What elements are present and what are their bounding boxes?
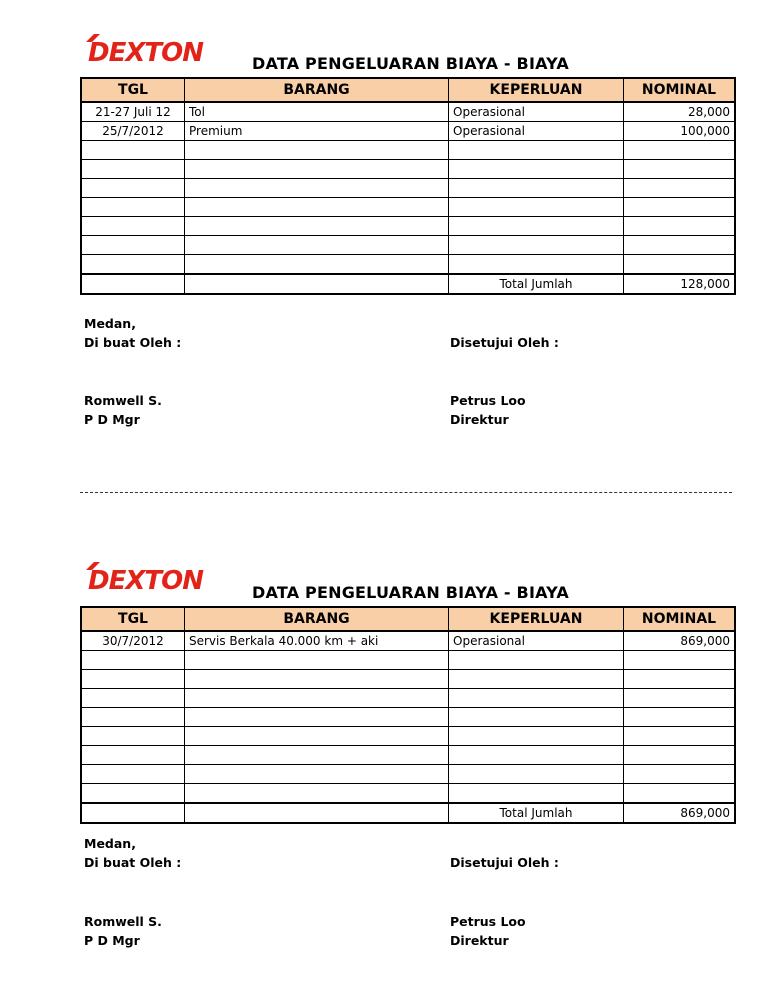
cell-nominal — [624, 784, 736, 804]
cell-nominal — [624, 179, 736, 198]
cell-nominal — [624, 141, 736, 160]
table-row — [81, 160, 735, 179]
table-row — [81, 236, 735, 255]
cell-barang — [185, 689, 449, 708]
cell-tgl — [81, 708, 185, 727]
cell-empty — [185, 274, 449, 294]
approver-title: Direktur — [450, 933, 509, 948]
cell-tgl — [81, 160, 185, 179]
svg-text:DEXTON: DEXTON — [88, 566, 203, 596]
cell-empty — [81, 803, 185, 823]
cell-tgl — [81, 784, 185, 804]
approver-name: Petrus Loo — [450, 914, 526, 929]
cell-barang — [185, 160, 449, 179]
table-row — [81, 708, 735, 727]
made-by-label: Di buat Oleh : — [84, 855, 182, 870]
table-row — [81, 255, 735, 275]
cut-line-divider — [80, 492, 732, 493]
cell-nominal — [624, 198, 736, 217]
cell-keperluan — [449, 160, 624, 179]
cell-keperluan — [449, 784, 624, 804]
cell-barang — [185, 255, 449, 275]
table-row — [81, 179, 735, 198]
table-row — [81, 102, 735, 122]
cell-tgl: 30/7/2012 — [81, 631, 185, 651]
cell-keperluan: Operasional — [449, 631, 624, 651]
table-row — [81, 651, 735, 670]
cell-nominal — [624, 236, 736, 255]
header-nominal: NOMINAL — [624, 607, 736, 631]
cell-barang — [185, 670, 449, 689]
cell-barang — [185, 179, 449, 198]
svg-text:DEXTON: DEXTON — [88, 38, 203, 68]
cell-barang — [185, 784, 449, 804]
cell-tgl — [81, 236, 185, 255]
cell-keperluan — [449, 765, 624, 784]
header-barang: BARANG — [185, 78, 449, 102]
cell-tgl — [81, 746, 185, 765]
total-value: 869,000 — [624, 803, 736, 823]
cell-nominal — [624, 670, 736, 689]
made-by-label: Di buat Oleh : — [84, 335, 182, 350]
header-tgl: TGL — [81, 607, 185, 631]
cell-empty — [185, 803, 449, 823]
cell-nominal: 100,000 — [624, 122, 736, 141]
table-row — [81, 765, 735, 784]
cell-keperluan — [449, 651, 624, 670]
cell-barang: Tol — [185, 102, 449, 122]
cell-nominal — [624, 746, 736, 765]
total-row — [81, 274, 735, 294]
cell-nominal: 869,000 — [624, 631, 736, 651]
dexton-logo — [84, 558, 208, 598]
cell-keperluan — [449, 198, 624, 217]
cell-nominal — [624, 689, 736, 708]
maker-title: P D Mgr — [84, 933, 140, 948]
table-row — [81, 217, 735, 236]
form-title: DATA PENGELUARAN BIAYA - BIAYA — [252, 583, 569, 602]
cell-tgl — [81, 217, 185, 236]
cell-barang — [185, 651, 449, 670]
cell-empty — [81, 274, 185, 294]
cell-barang — [185, 217, 449, 236]
approver-title: Direktur — [450, 412, 509, 427]
cell-nominal — [624, 217, 736, 236]
total-label: Total Jumlah — [449, 803, 624, 823]
table-header-row — [81, 78, 735, 102]
total-value: 128,000 — [624, 274, 736, 294]
cell-tgl — [81, 765, 185, 784]
approved-by-label: Disetujui Oleh : — [450, 855, 559, 870]
total-label: Total Jumlah — [449, 274, 624, 294]
cell-barang — [185, 708, 449, 727]
cell-keperluan: Operasional — [449, 122, 624, 141]
cell-nominal — [624, 160, 736, 179]
table-row — [81, 198, 735, 217]
cell-keperluan: Operasional — [449, 102, 624, 122]
approved-by-label: Disetujui Oleh : — [450, 335, 559, 350]
cell-keperluan — [449, 141, 624, 160]
cell-tgl — [81, 651, 185, 670]
cell-tgl: 25/7/2012 — [81, 122, 185, 141]
cell-keperluan — [449, 746, 624, 765]
dexton-logo — [84, 30, 208, 70]
cell-nominal — [624, 708, 736, 727]
cell-barang — [185, 727, 449, 746]
table-header-row — [81, 607, 735, 631]
table-row — [81, 746, 735, 765]
cell-nominal: 28,000 — [624, 102, 736, 122]
maker-name: Romwell S. — [84, 914, 162, 929]
header-tgl: TGL — [81, 78, 185, 102]
expense-table — [80, 606, 736, 824]
expense-table — [80, 77, 736, 295]
form-title: DATA PENGELUARAN BIAYA - BIAYA — [252, 54, 569, 73]
header-nominal: NOMINAL — [624, 78, 736, 102]
cell-nominal — [624, 255, 736, 275]
table-row — [81, 141, 735, 160]
cell-tgl — [81, 689, 185, 708]
cell-barang — [185, 198, 449, 217]
table-row — [81, 727, 735, 746]
cell-tgl: 21-27 Juli 12 — [81, 102, 185, 122]
cell-barang — [185, 746, 449, 765]
cell-nominal — [624, 727, 736, 746]
table-row — [81, 631, 735, 651]
cell-keperluan — [449, 708, 624, 727]
cell-keperluan — [449, 689, 624, 708]
cell-nominal — [624, 765, 736, 784]
cell-keperluan — [449, 217, 624, 236]
cell-tgl — [81, 141, 185, 160]
cell-barang — [185, 765, 449, 784]
cell-keperluan — [449, 179, 624, 198]
approver-name: Petrus Loo — [450, 393, 526, 408]
maker-name: Romwell S. — [84, 393, 162, 408]
header-keperluan: KEPERLUAN — [449, 78, 624, 102]
header-barang: BARANG — [185, 607, 449, 631]
cell-nominal — [624, 651, 736, 670]
cell-barang — [185, 141, 449, 160]
cell-barang — [185, 236, 449, 255]
maker-title: P D Mgr — [84, 412, 140, 427]
cell-tgl — [81, 255, 185, 275]
cell-tgl — [81, 727, 185, 746]
city-label: Medan, — [84, 836, 136, 851]
table-row — [81, 784, 735, 804]
cell-tgl — [81, 198, 185, 217]
cell-tgl — [81, 670, 185, 689]
cell-keperluan — [449, 670, 624, 689]
header-keperluan: KEPERLUAN — [449, 607, 624, 631]
cell-barang: Premium — [185, 122, 449, 141]
table-row — [81, 689, 735, 708]
table-row — [81, 670, 735, 689]
cell-keperluan — [449, 236, 624, 255]
table-row — [81, 122, 735, 141]
total-row — [81, 803, 735, 823]
cell-tgl — [81, 179, 185, 198]
cell-barang: Servis Berkala 40.000 km + aki — [185, 631, 449, 651]
city-label: Medan, — [84, 316, 136, 331]
cell-keperluan — [449, 255, 624, 275]
cell-keperluan — [449, 727, 624, 746]
